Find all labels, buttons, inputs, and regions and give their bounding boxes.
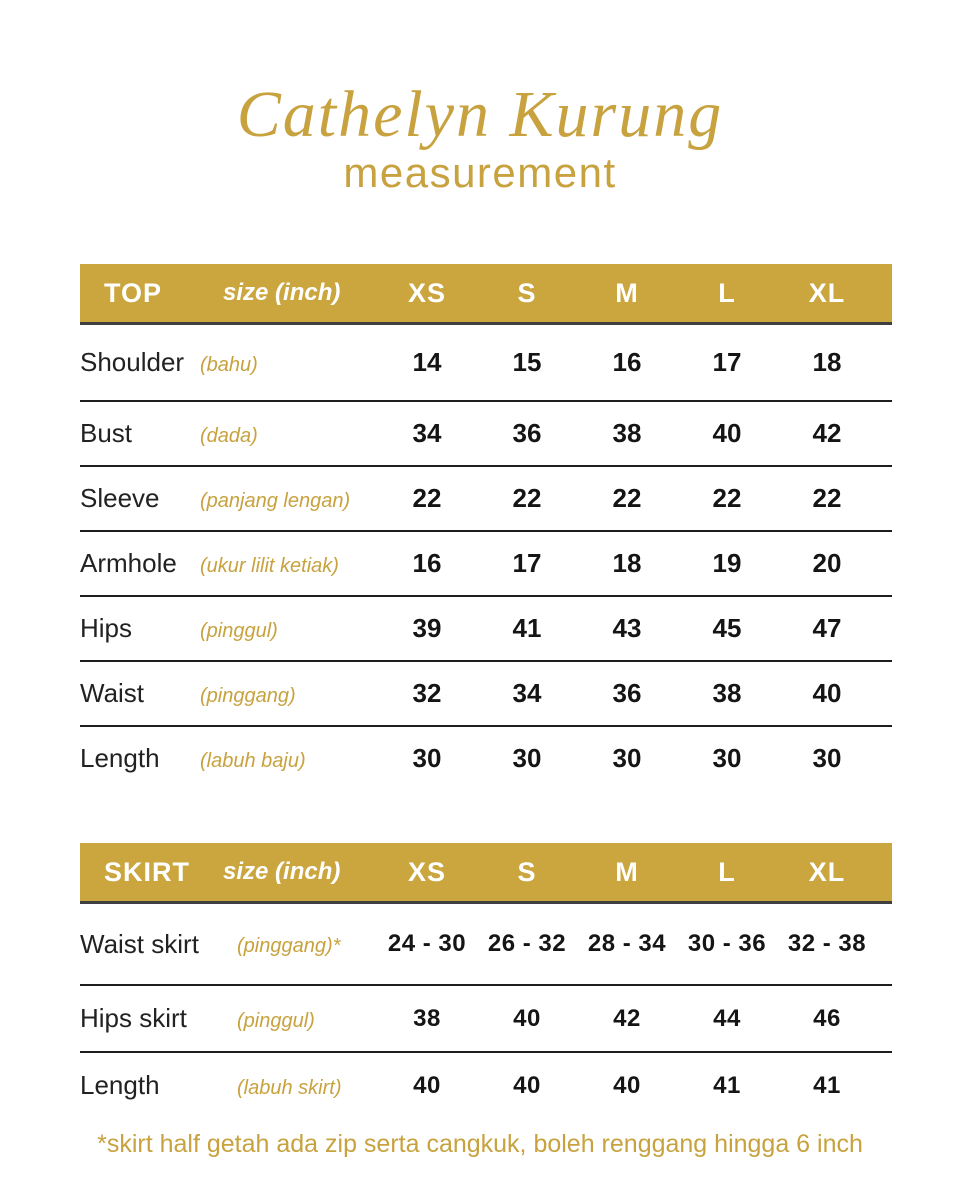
table-row: [80, 402, 892, 467]
row-value: 22: [412, 483, 442, 513]
row-value: 30: [512, 743, 542, 773]
row-label: Hips skirt: [80, 1003, 187, 1033]
size-col-header: M: [615, 856, 639, 887]
row-value: 45: [712, 613, 742, 643]
row-value: 17: [712, 347, 742, 377]
row-value: 34: [412, 418, 442, 448]
row-translation: (pinggang)*: [237, 935, 341, 957]
row-value: 20: [812, 548, 842, 578]
table-row: [80, 532, 892, 597]
size-col-header: S: [517, 277, 537, 308]
table-row: [80, 597, 892, 662]
size-col-header: M: [615, 277, 639, 308]
row-value: 30: [812, 743, 842, 773]
row-value: 40: [712, 418, 742, 448]
row-translation: (pinggul): [200, 619, 278, 642]
category-label: SKIRT: [104, 856, 190, 887]
row-value: 40: [513, 1004, 541, 1032]
row-value: 26 - 32: [487, 930, 567, 957]
size-col-header: L: [718, 277, 736, 308]
row-value: 30: [412, 743, 442, 773]
unit-label: size (inch): [223, 858, 341, 885]
skirt-footnote: *skirt half getah ada zip serta cangkuk, boleh renggang hingga 6 inch: [97, 1130, 863, 1158]
row-value: 30: [712, 743, 742, 773]
row-value: 18: [612, 548, 642, 578]
table-row: [80, 1053, 892, 1118]
row-value: 22: [612, 483, 642, 513]
row-value: 22: [512, 483, 542, 513]
skirt-size-table: [80, 843, 892, 1118]
top-size-table: [80, 264, 892, 790]
row-value: 30 - 36: [687, 930, 767, 957]
rows: [80, 904, 892, 1118]
row-value: 40: [513, 1071, 541, 1099]
row-label: Sleeve: [80, 483, 160, 513]
row-label: Hips: [80, 613, 133, 643]
size-col-header: XS: [407, 277, 447, 308]
row-value: 42: [613, 1004, 641, 1032]
row-value: 19: [712, 548, 742, 578]
size-headers: [377, 857, 877, 888]
row-value: 38: [712, 678, 742, 708]
row-value: 39: [412, 613, 442, 643]
row-value: 16: [612, 347, 642, 377]
row-value: 16: [412, 548, 442, 578]
row-translation: (pinggul): [237, 1009, 315, 1032]
row-value: 38: [612, 418, 642, 448]
size-col-header: L: [718, 856, 736, 887]
page-subtitle: measurement: [343, 149, 617, 197]
row-translation: (ukur lilit ketiak): [200, 554, 339, 577]
row-value: 47: [812, 613, 842, 643]
row-translation: (bahu): [200, 353, 258, 376]
row-label: Bust: [80, 418, 133, 448]
row-label: Waist skirt: [80, 928, 199, 959]
rows: [80, 325, 892, 790]
table-row: [80, 986, 892, 1053]
row-value: 15: [512, 347, 542, 377]
table-row: [80, 467, 892, 532]
row-translation: (labuh baju): [200, 749, 306, 772]
row-label: Armhole: [80, 548, 177, 578]
row-value: 34: [512, 678, 542, 708]
row-value: 43: [612, 613, 642, 643]
row-value: 32 - 38: [787, 930, 867, 957]
category-label: TOP: [104, 277, 163, 308]
size-col-header: XL: [808, 277, 846, 308]
size-col-header: XL: [808, 856, 846, 887]
row-value: 40: [812, 678, 842, 708]
top-table-header-bar: [80, 264, 892, 325]
row-label: Length: [80, 743, 160, 773]
row-value: 14: [412, 347, 442, 377]
row-value: 22: [712, 483, 742, 513]
skirt-table-header-bar: [80, 843, 892, 904]
row-value: 41: [512, 613, 542, 643]
row-value: 32: [412, 678, 442, 708]
row-translation: (panjang lengan): [200, 489, 351, 512]
row-value: 30: [612, 743, 642, 773]
row-label: Waist: [80, 678, 145, 708]
row-value: 42: [812, 418, 842, 448]
size-col-header: S: [517, 856, 537, 887]
row-translation: (dada): [200, 424, 258, 447]
row-value: 44: [713, 1004, 741, 1032]
brand-title: Cathelyn Kurung: [236, 78, 724, 151]
row-value: 36: [512, 418, 542, 448]
row-value: 41: [813, 1071, 841, 1099]
row-value: 28 - 34: [587, 930, 667, 957]
row-value: 22: [812, 483, 842, 513]
row-translation: (pinggang): [200, 684, 296, 707]
row-value: 18: [812, 347, 842, 377]
row-value: 40: [613, 1071, 641, 1099]
table-row: [80, 662, 892, 727]
row-value: 46: [813, 1004, 841, 1032]
table-row: [80, 325, 892, 402]
row-value: 40: [413, 1071, 441, 1099]
size-col-header: XS: [407, 856, 447, 887]
table-row: [80, 727, 892, 790]
row-value: 38: [413, 1004, 441, 1032]
size-headers: [377, 278, 877, 309]
row-value: 36: [612, 678, 642, 708]
row-value: 41: [713, 1071, 741, 1099]
row-translation: (labuh skirt): [237, 1076, 342, 1099]
unit-label: size (inch): [223, 279, 341, 306]
row-label: Length: [80, 1070, 160, 1100]
row-value: 24 - 30: [387, 930, 467, 957]
row-value: 17: [512, 548, 542, 578]
row-label: Shoulder: [80, 347, 185, 377]
table-row: [80, 904, 892, 986]
brand-header: [0, 80, 960, 197]
